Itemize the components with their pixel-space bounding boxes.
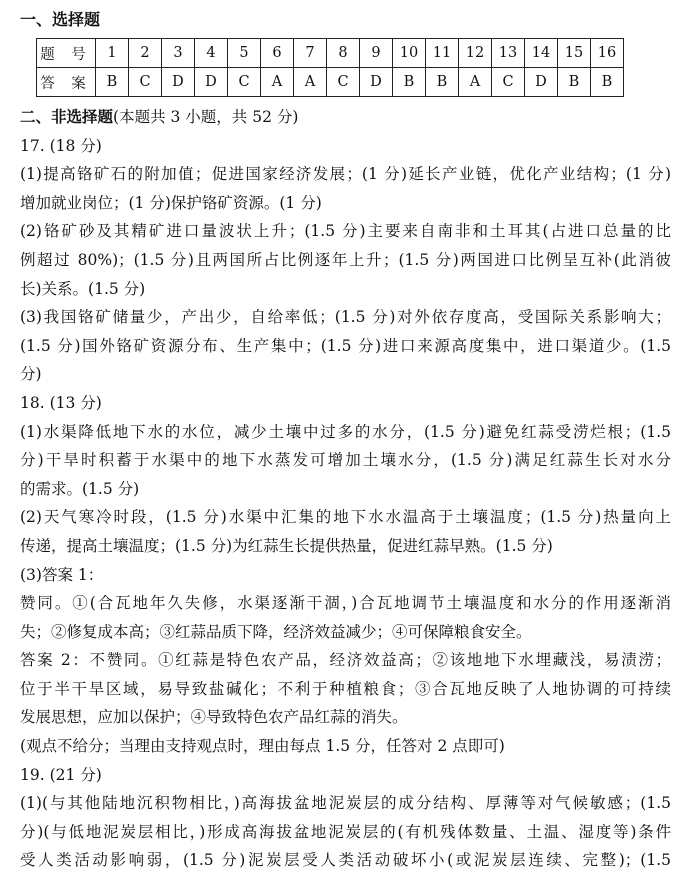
section2-note: (本题共 3 小题，共 52 分) xyxy=(113,108,299,126)
answer-line: (2)铬矿砂及其精矿进口量波状上升；(1.5 分)主要来自南非和土耳其(占进口总量的比 xyxy=(20,222,671,241)
answer-cell: D xyxy=(195,68,228,97)
answer-cell: C xyxy=(228,68,261,97)
question-number: 14 xyxy=(525,39,558,68)
question-number: 6 xyxy=(261,39,294,68)
answer-line: 分)(与低地泥炭层相比，)形成高海拔盆地泥炭层的(有机残体数量、土温、湿度等)条件 xyxy=(20,822,671,841)
answer-line: 答案 2：不赞同。①红蒜是特色农产品，经济效益高；②该地地下水埋藏浅，易渍涝； xyxy=(20,651,671,670)
answer-cell: B xyxy=(558,68,591,97)
answer-line: 例超过 80%)；(1.5 分)且两国所占比例逐年上升；(1.5 分)两国进口比例呈互补(此消彼 xyxy=(20,250,671,269)
answer-line: 位于半干旱区域，易导致盐碱化；不利于种植粮食；③合瓦地反映了人地协调的可持续 xyxy=(20,679,671,698)
question-number: 10 xyxy=(393,39,426,68)
question-number: 12 xyxy=(459,39,492,68)
answer-line: (3)我国铬矿储量少，产出少，自给率低；(1.5 分)对外依存度高，受国际关系影响大； xyxy=(20,308,671,327)
answer-line: 失；②修复成本高；③红蒜品质下降，经济效益减少；④可保障粮食安全。 xyxy=(20,622,532,641)
section2-title: 二、非选择题 xyxy=(20,108,114,126)
question-heading: 17. (18 分) xyxy=(20,136,102,155)
question-number: 11 xyxy=(426,39,459,68)
question-number: 7 xyxy=(294,39,327,68)
question-number: 2 xyxy=(129,39,162,68)
row-label-answer: 答 案 xyxy=(37,68,96,97)
answer-cell: A xyxy=(294,68,327,97)
answer-line: (2)天气寒冷时段，(1.5 分)水渠中汇集的地下水水温高于土壤温度；(1.5 分)热量向上 xyxy=(20,508,671,527)
question-heading: 18. (13 分) xyxy=(20,393,102,412)
answer-cell: B xyxy=(426,68,459,97)
answer-cell: D xyxy=(162,68,195,97)
question-number: 1 xyxy=(96,39,129,68)
answer-table xyxy=(36,38,624,97)
answer-cell: B xyxy=(591,68,624,97)
answer-line: 受人类活动影响弱，(1.5 分)泥炭层受人类活动破坏小(或泥炭层连续、完整)；(1.5 xyxy=(20,851,671,870)
answer-line: (3)答案 1： xyxy=(20,565,104,584)
answer-line: 发展思想，应加以保护；④导致特色农产品红蒜的消失。 xyxy=(20,708,408,727)
question-number: 4 xyxy=(195,39,228,68)
question-number: 15 xyxy=(558,39,591,68)
answer-line: 分)干旱时积蓄于水渠中的地下水蒸发可增加土壤水分，(1.5 分)满足红蒜生长对水分 xyxy=(20,451,671,470)
answer-cell: C xyxy=(327,68,360,97)
answer-cell: C xyxy=(129,68,162,97)
answer-line: 增加就业岗位；(1 分)保护铬矿资源。(1 分) xyxy=(20,193,322,212)
answer-line: (1)(与其他陆地沉积物相比，)高海拔盆地泥炭层的成分结构、厚薄等对气候敏感；(1.5 xyxy=(20,794,671,813)
row-label-question: 题 号 xyxy=(37,39,96,68)
answer-line: (观点不给分；当理由支持观点时，理由每点 1.5 分，任答对 2 点即可) xyxy=(20,737,505,756)
section1-title: 一、选择题 xyxy=(20,10,101,29)
answer-cell: A xyxy=(459,68,492,97)
answer-cell: A xyxy=(261,68,294,97)
section2-heading xyxy=(20,103,671,132)
question-number: 5 xyxy=(228,39,261,68)
answer-cell: B xyxy=(96,68,129,97)
question-number-row xyxy=(37,39,624,68)
question-number: 3 xyxy=(162,39,195,68)
answer-line: 分) xyxy=(20,365,42,384)
answer-cell: B xyxy=(393,68,426,97)
answer-line: 的需求。(1.5 分) xyxy=(20,479,140,498)
answer-line: (1.5 分)国外铬矿资源分布、生产集中；(1.5 分)进口来源高度集中，进口渠道少。(1.5 xyxy=(20,336,671,355)
question-number: 13 xyxy=(492,39,525,68)
answer-line: (1)提高铬矿石的附加值；促进国家经济发展；(1 分)延长产业链，优化产业结构；(1 分) xyxy=(20,165,671,184)
answer-line: (1)水渠降低地下水的水位，减少土壤中过多的水分，(1.5 分)避免红蒜受涝烂根；(1.5 xyxy=(20,422,671,441)
question-number: 9 xyxy=(360,39,393,68)
answer-line: 长)关系。(1.5 分) xyxy=(20,279,146,298)
answer-cell: C xyxy=(492,68,525,97)
question-number: 16 xyxy=(591,39,624,68)
answer-body xyxy=(20,132,671,875)
answer-row xyxy=(37,68,624,97)
answer-cell: D xyxy=(360,68,393,97)
answer-cell: D xyxy=(525,68,558,97)
question-number: 8 xyxy=(327,39,360,68)
answer-line: 传递，提高土壤温度；(1.5 分)为红蒜生长提供热量，促进红蒜早熟。(1.5 分) xyxy=(20,536,553,555)
answer-line: 赞同。①(合瓦地年久失修，水渠逐渐干涸，)合瓦地调节土壤温度和水分的作用逐渐消 xyxy=(20,594,671,613)
question-heading: 19. (21 分) xyxy=(20,765,102,784)
